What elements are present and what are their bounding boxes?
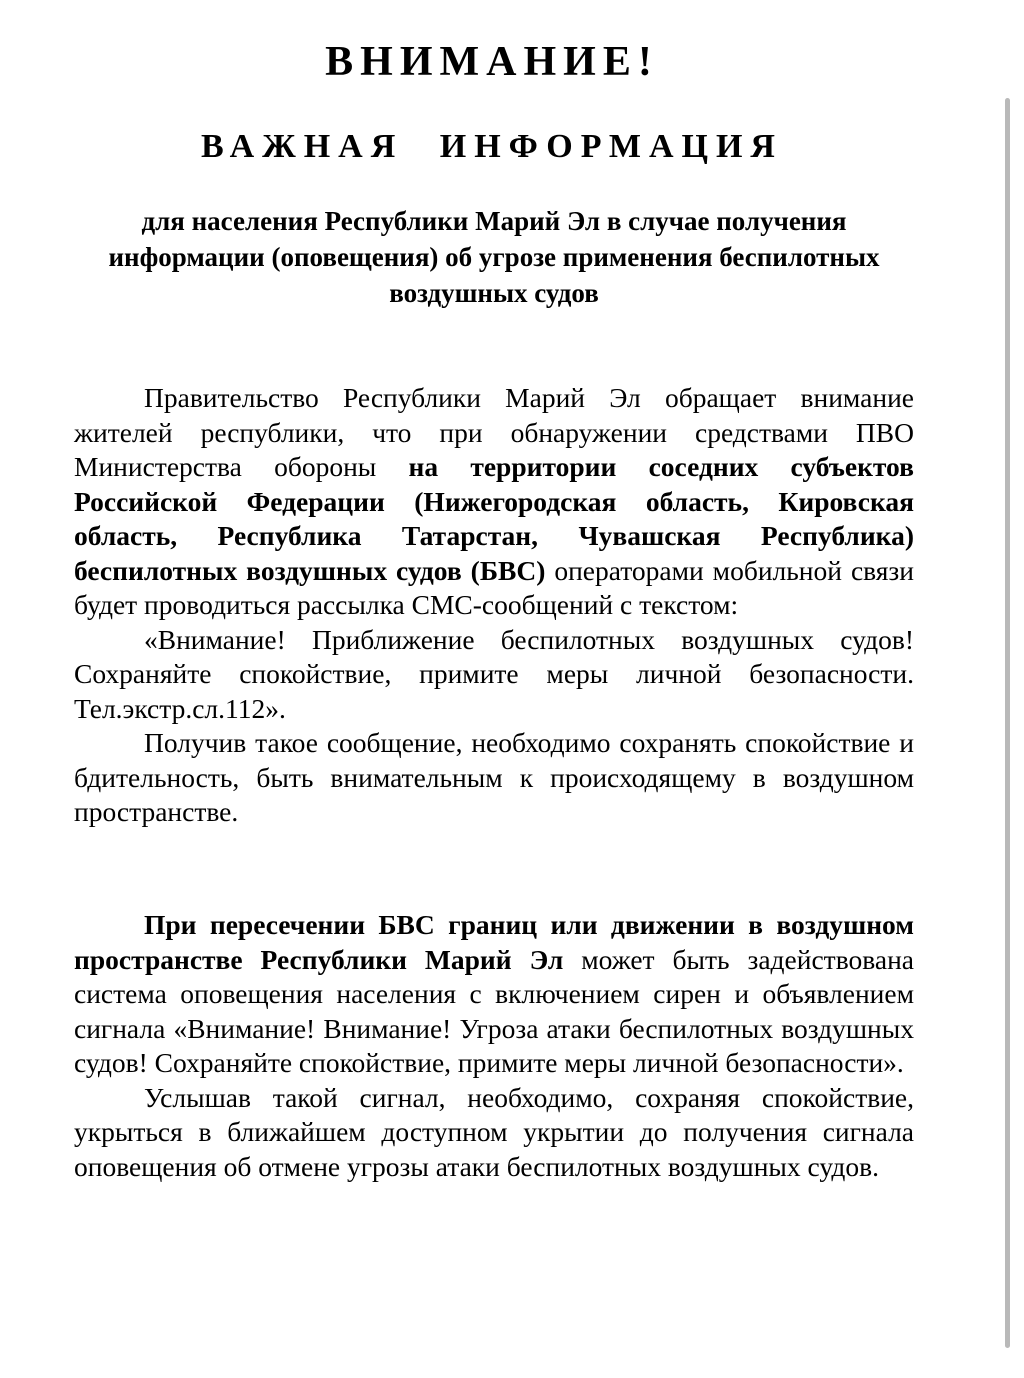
document-heading: ВНИМАНИЕ! — [325, 39, 659, 85]
paragraph-bold-text: При пересечении БВС границ или движении в воздушном пространстве Республики Марий Эл — [74, 909, 914, 975]
paragraph-text: операторами мобильной связи будет проводиться рассылка СМС-сообщений с текстом: — [74, 554, 914, 620]
paragraph-sms-quote: «Внимание! Приближение беспилотных воздушных судов! Сохраняйте спокойствие, примите меры личной безопасности. Тел.экстр.сл.112». — [74, 623, 914, 724]
vertical-scrollbar[interactable] — [1005, 98, 1010, 1348]
document-subheading: ВАЖНАЯ ИНФОРМАЦИЯ — [201, 128, 783, 165]
paragraph-sirens — [74, 908, 914, 1081]
paragraph-text: Правительство Республики Марий Эл обращает внимание жителей республики, что при обнаружении средствами ПВО Министерства обороны — [74, 382, 914, 482]
body-section-sirens — [74, 908, 914, 1184]
body-section-sms — [74, 381, 914, 830]
paragraph-sms-advice: Получив такое сообщение, необходимо сохранять спокойствие и бдительность, быть внимательным к происходящему в воздушном пространстве. — [74, 727, 914, 827]
paragraph-text: может быть задействована система оповещения населения с включением сирен и объявлением сигнала «Внимание! Внимание! Угроза атаки беспилотных воздушных судов! Сохраняйте спокойствие, примите меры личной безопасности». — [74, 943, 914, 1078]
document-subtitle: для населения Республики Марий Эл в случае получения информации (оповещения) об угрозе применения беспилотных воздушных судов — [108, 206, 880, 308]
paragraph-bold-text: на территории соседних субъектов Российской Федерации (Нижегородская область, Кировская область, Республика Татарстан, Чувашская Республика) беспилотных воздушных судов (БВС) — [74, 451, 914, 586]
paragraph-sms-intro — [74, 381, 914, 623]
paragraph-shelter-advice: Услышав такой сигнал, необходимо, сохраняя спокойствие, укрыться в ближайшем доступном укрытии до получения сигнала оповещения об отмене угрозы атаки беспилотных воздушных судов. — [74, 1081, 914, 1182]
